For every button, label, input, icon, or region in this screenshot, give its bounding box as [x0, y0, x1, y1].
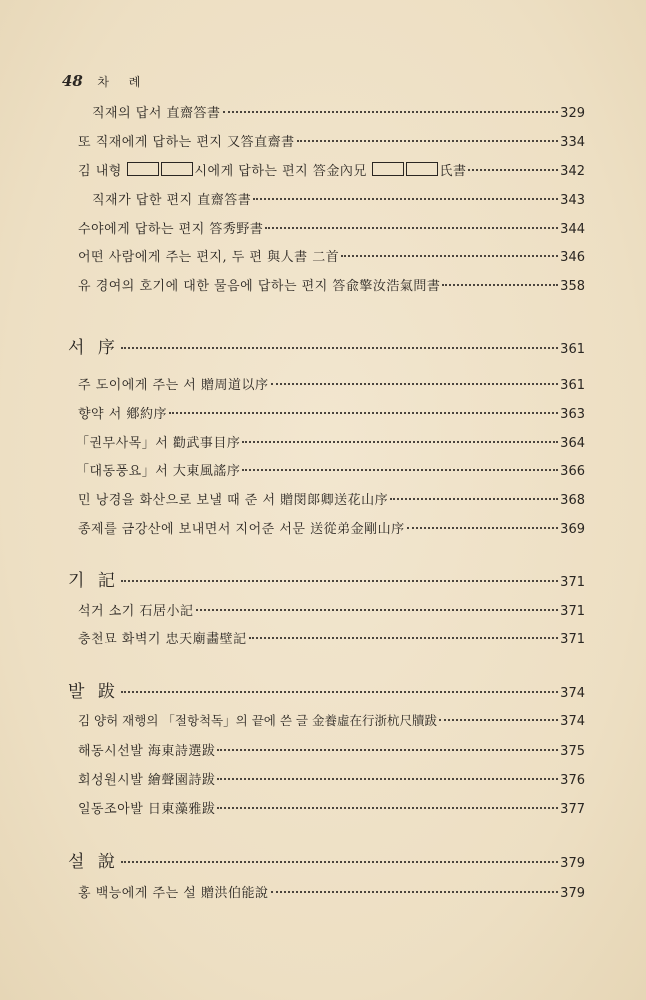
toc-entry[interactable]: 직재의 답서 直齋答書 329	[92, 106, 585, 121]
toc-entry[interactable]: 홍 백능에게 주는 설 贈洪伯能說 379	[78, 886, 585, 901]
toc-entry[interactable]: 주 도이에게 주는 서 贈周道以序 361	[78, 378, 585, 393]
toc-entry[interactable]: 「대동풍요」서 大東風謠序 366	[76, 464, 585, 479]
toc-entry[interactable]: 종제를 금강산에 보내면서 지어준 서문 送從弟金剛山序 369	[78, 522, 585, 537]
dot-leader	[249, 637, 559, 639]
dot-leader	[439, 719, 558, 721]
dot-leader	[407, 527, 559, 529]
dot-leader	[121, 580, 558, 582]
section-heading[interactable]: 설 說 379	[68, 852, 585, 872]
dot-leader	[169, 412, 558, 414]
dot-leader	[217, 807, 558, 809]
toc-entry[interactable]: 어떤 사람에게 주는 편지, 두 편 與人書 二首 346	[78, 250, 585, 265]
toc-entry[interactable]: 김 내형 시에게 답하는 편지 答金內兄 氏書 342	[78, 164, 585, 179]
running-title: 차 례	[97, 75, 149, 89]
dot-leader	[217, 778, 558, 780]
dot-leader	[390, 498, 558, 500]
dot-leader	[217, 749, 558, 751]
toc-entry[interactable]: 또 직재에게 답하는 편지 又答直齋書 334	[78, 135, 585, 150]
dot-leader	[442, 284, 558, 286]
dot-leader	[121, 861, 558, 863]
dot-leader	[196, 609, 559, 611]
toc-entry[interactable]: 「권무사목」서 勸武事目序 364	[76, 436, 585, 451]
dot-leader	[121, 347, 558, 349]
dot-leader	[121, 691, 558, 693]
running-header	[62, 72, 148, 90]
dot-leader	[271, 891, 559, 893]
toc-entry[interactable]: 민 낭경을 화산으로 보낼 때 준 서 贈閔郞卿送花山序 368	[78, 493, 585, 508]
dot-leader	[265, 227, 558, 229]
dot-leader	[223, 111, 559, 113]
blank-box	[406, 162, 438, 176]
dot-leader	[341, 255, 558, 257]
dot-leader	[253, 198, 558, 200]
dot-leader	[242, 469, 558, 471]
blank-box	[127, 162, 159, 176]
section-heading[interactable]: 발 跋 374	[68, 682, 585, 702]
toc-entry[interactable]: 회성원시발 繪聲園詩跋 376	[78, 773, 585, 788]
toc-entry[interactable]: 석거 소기 石居小記 371	[78, 604, 585, 619]
section-heading[interactable]: 기 記 371	[68, 571, 585, 591]
toc-entry[interactable]: 수야에게 답하는 편지 答秀野書 344	[78, 222, 585, 237]
toc-entry[interactable]: 일동조아발 日東藻雅跋 377	[78, 802, 585, 817]
toc-entry[interactable]: 충천묘 화벽기 忠天廟畵壁記 371	[78, 632, 585, 647]
toc-entry[interactable]: 향약 서 鄕約序 363	[78, 407, 585, 422]
toc-entry[interactable]: 직재가 답한 편지 直齋答書 343	[92, 193, 585, 208]
dot-leader	[242, 441, 558, 443]
blank-box	[372, 162, 404, 176]
section-heading[interactable]: 서 序 361	[68, 338, 585, 358]
blank-box	[161, 162, 193, 176]
toc-entry[interactable]: 김 양허 재행의 「절항척독」의 끝에 쓴 글 金養虛在行浙杭尺牘跋 374	[78, 713, 585, 729]
toc-entry[interactable]: 유 경여의 호기에 대한 물음에 답하는 편지 答兪擎汝浩氣問書 358	[78, 279, 585, 294]
dot-leader	[468, 169, 558, 171]
dot-leader	[271, 383, 559, 385]
toc-entry[interactable]: 해동시선발 海東詩選跋 375	[78, 744, 585, 759]
page-number: 48	[62, 72, 83, 90]
dot-leader	[297, 140, 559, 142]
